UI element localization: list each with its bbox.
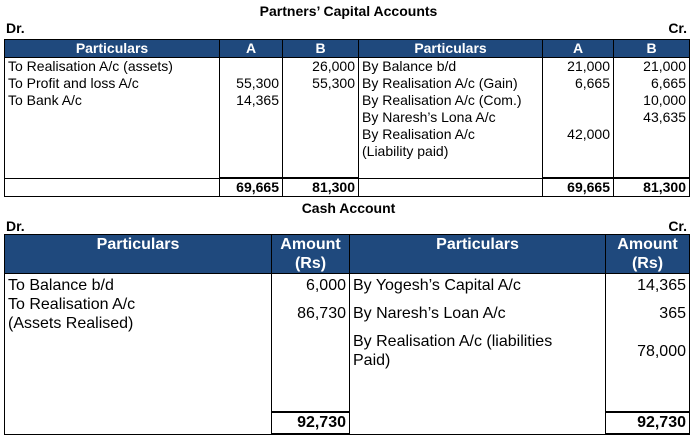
amount <box>546 92 610 109</box>
total-cr-b: 81,300 <box>614 178 690 197</box>
list-item: Paid) <box>353 352 391 369</box>
entries-row <box>5 58 690 179</box>
total-cr: 92,730 <box>606 411 689 434</box>
col-particulars-dr: Particulars <box>5 235 272 274</box>
amount: 10,000 <box>643 92 686 108</box>
list-item: By Realisation A/c (Com.) <box>362 92 522 108</box>
capital-dr-label: Dr. <box>6 20 25 36</box>
list-item: To Realisation A/c (assets) <box>8 58 173 74</box>
cash-title: Cash Account <box>301 200 396 216</box>
col-amount-cr <box>606 235 690 274</box>
list-item: By Realisation A/c (liabilities <box>353 333 553 350</box>
list-item: By Naresh’s Lona A/c <box>362 109 496 125</box>
col-a-dr: A <box>220 40 283 58</box>
header-row <box>5 40 690 58</box>
amount: 6,000 <box>305 277 346 294</box>
debit-a <box>220 58 283 179</box>
list-item: To Balance b/d <box>8 277 114 294</box>
amount: 42,000 <box>567 126 610 142</box>
amount-header: Amount <box>280 236 341 253</box>
header-row <box>5 235 690 274</box>
total-dr-a: 69,665 <box>220 178 283 197</box>
amount: 6,665 <box>650 75 686 91</box>
col-b-dr: B <box>283 40 359 58</box>
col-particulars-cr: Particulars <box>359 40 543 58</box>
amount: 78,000 <box>637 343 686 360</box>
debit-particulars <box>5 274 272 435</box>
amount <box>546 109 610 126</box>
capital-title: Partners’ Capital Accounts <box>259 3 438 19</box>
capital-account-table <box>4 39 690 197</box>
amount: 55,300 <box>236 75 279 91</box>
total-dr-b: 81,300 <box>283 178 359 197</box>
amount-unit: (Rs) <box>294 255 327 272</box>
credit-particulars <box>350 274 606 435</box>
amount <box>223 58 279 75</box>
list-item: To Bank A/c <box>8 92 82 108</box>
debit-particulars <box>5 58 220 179</box>
col-amount-dr <box>272 235 350 274</box>
cash-cr-label: Cr. <box>668 218 687 234</box>
list-item: By Realisation A/c <box>362 126 475 142</box>
amount: 26,000 <box>312 58 355 74</box>
col-particulars-dr: Particulars <box>5 40 220 58</box>
cash-account-table <box>4 234 690 435</box>
entries-row <box>5 274 690 435</box>
amount: 21,000 <box>643 58 686 74</box>
amount: 21,000 <box>567 58 610 74</box>
col-b-cr: B <box>614 40 690 58</box>
capital-cr-label: Cr. <box>668 20 687 36</box>
credit-b <box>614 58 690 179</box>
amount-unit: (Rs) <box>631 255 664 272</box>
total-dr: 92,730 <box>272 411 349 434</box>
cash-dr-label: Dr. <box>6 218 25 234</box>
credit-a <box>543 58 614 179</box>
amount: 86,730 <box>297 305 346 322</box>
amount: 55,300 <box>312 75 355 91</box>
amount: 6,665 <box>574 75 610 91</box>
amount: 43,635 <box>643 109 686 125</box>
credit-amount <box>606 274 690 435</box>
amount: 365 <box>659 305 686 322</box>
list-item: To Realisation A/c <box>8 296 136 313</box>
amount: 14,365 <box>236 92 279 108</box>
list-item: By Naresh’s Loan A/c <box>353 305 506 322</box>
debit-amount <box>272 274 350 435</box>
list-item: By Yogesh’s Capital A/c <box>353 277 521 294</box>
totals-row <box>5 178 690 197</box>
list-item: By Realisation A/c (Gain) <box>362 75 518 91</box>
amount <box>286 92 355 109</box>
list-item: (Assets Realised) <box>8 315 134 332</box>
debit-b <box>283 58 359 179</box>
list-item: (Liability paid) <box>362 143 449 159</box>
amount-header: Amount <box>617 236 678 253</box>
col-particulars-cr: Particulars <box>350 235 606 274</box>
col-a-cr: A <box>543 40 614 58</box>
total-cr-a: 69,665 <box>543 178 614 197</box>
list-item: By Balance b/d <box>362 58 457 74</box>
credit-particulars <box>359 58 543 179</box>
amount: 14,365 <box>637 277 686 294</box>
list-item: To Profit and loss A/c <box>8 75 139 91</box>
